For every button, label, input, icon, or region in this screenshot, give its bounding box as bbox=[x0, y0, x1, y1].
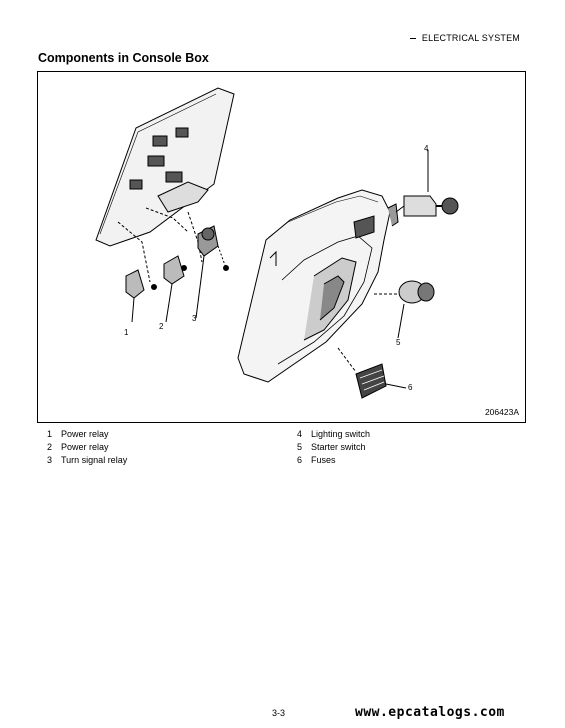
section-header: ELECTRICAL SYSTEM bbox=[416, 33, 520, 43]
legend-left bbox=[47, 428, 127, 468]
console-box-illustration bbox=[38, 72, 525, 422]
figure-frame bbox=[37, 71, 526, 423]
callout-3: 3 bbox=[192, 314, 197, 323]
watermark: www.epcatalogs.com bbox=[355, 705, 505, 720]
legend-item: 2 Power relay bbox=[47, 442, 109, 453]
legend-item: 1 Power relay bbox=[47, 429, 109, 439]
callout-6: 6 bbox=[408, 383, 413, 392]
page-title: Components in Console Box bbox=[38, 51, 209, 65]
callout-2: 2 bbox=[159, 322, 164, 331]
legend-right bbox=[297, 428, 370, 468]
page-number: 3-3 bbox=[272, 708, 286, 718]
legend-item: 4 Lighting switch bbox=[297, 429, 371, 439]
callout-4: 4 bbox=[424, 144, 429, 153]
callout-5: 5 bbox=[396, 338, 401, 347]
callout-1: 1 bbox=[124, 328, 129, 337]
legend-item: 6 Fuses bbox=[297, 455, 336, 466]
figure-code: 206423A bbox=[484, 407, 519, 417]
legend-item: 3 Turn signal relay bbox=[47, 455, 128, 466]
legend-item: 5 Starter switch bbox=[297, 442, 366, 453]
